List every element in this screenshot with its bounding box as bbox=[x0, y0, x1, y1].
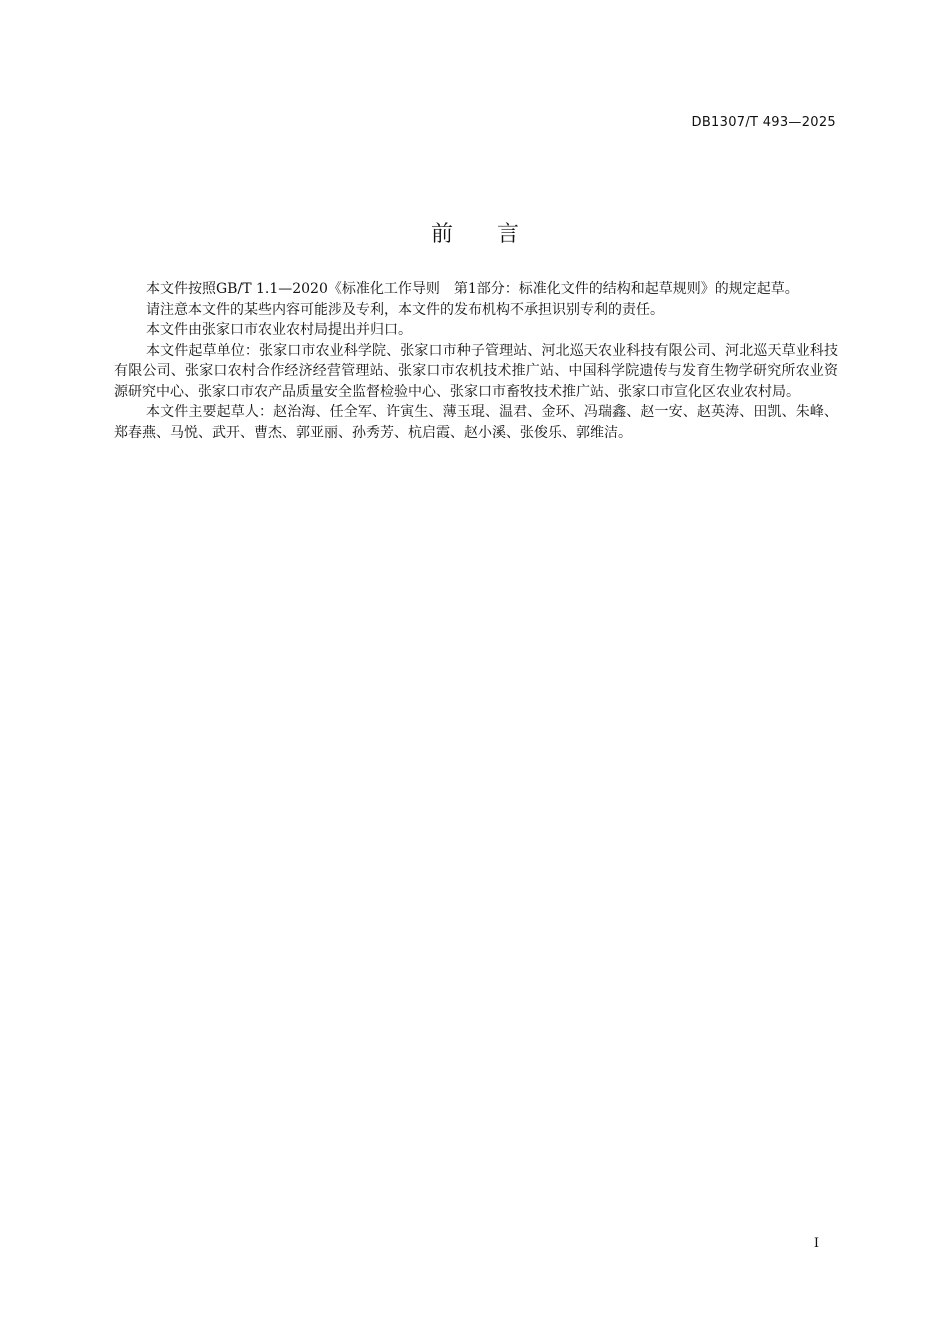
page-title: 前言 bbox=[430, 222, 563, 247]
paragraph-drafting-units: 本文件起草单位：张家口市农业科学院、张家口市种子管理站、河北巡天农业科技有限公司、河北巡天草业科技有限公司、张家口农村合作经济经营管理站、张家口市农机技术推广站、中国科学院遗传与发育生物学研究所农业资源研究中心、张家口市农产品质量安全监督检验中心、张家口市畜牧技术推广站、张家口市宣化区农业农村局。 bbox=[114, 342, 838, 400]
paragraph-drafters: 本文件主要起草人：赵治海、任全军、许寅生、薄玉琨、温君、金环、冯瑞鑫、赵一安、赵英涛、田凯、朱峰、郑春燕、马悦、武开、曹杰、郭亚丽、孙秀芳、杭启霞、赵小溪、张俊乐、郭维洁。 bbox=[114, 404, 838, 441]
paragraph-proposer: 本文件由张家口市农业农村局提出并归口。 bbox=[146, 322, 412, 338]
paragraph-drafting-rules: 本文件按照GB/T 1.1—2020《标准化工作导则 第1部分：标准化文件的结构和起草规则》的规定起草。 bbox=[146, 281, 799, 297]
foreword-body bbox=[114, 279, 838, 443]
document-code: DB1307/T 493—2025 bbox=[691, 115, 836, 130]
page-number: I bbox=[813, 1236, 819, 1251]
paragraph-patent-notice: 请注意本文件的某些内容可能涉及专利，本文件的发布机构不承担识别专利的责任。 bbox=[146, 301, 664, 318]
